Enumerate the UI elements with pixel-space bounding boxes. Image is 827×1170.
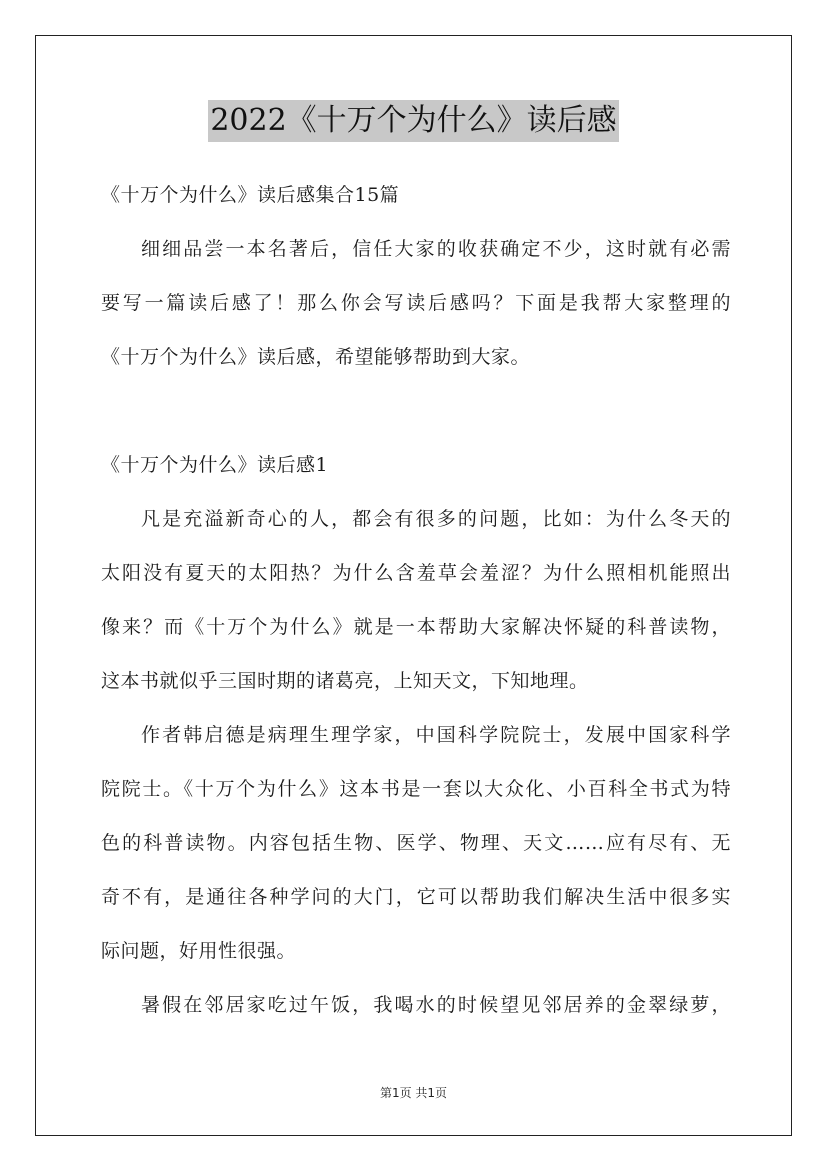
document-title-text: 2022《十万个为什么》读后感 <box>208 100 618 142</box>
document-subtitle: 《十万个为什么》读后感集合15篇 <box>101 184 400 206</box>
para1-line-4: 这本书就似乎三国时期的诸葛亮，上知天文，下知地理。 <box>101 670 589 692</box>
para2-line-2: 院院士。《十万个为什么》这本书是一套以大众化、小百科全书式为特 <box>101 778 731 800</box>
para1-line-1: 凡是充溢新奇心的人，都会有很多的问题，比如：为什么冬天的 <box>141 508 731 530</box>
section-heading-1: 《十万个为什么》读后感1 <box>101 454 329 476</box>
para2-line-1: 作者韩启德是病理生理学家，中国科学院院士，发展中国家科学 <box>141 724 731 746</box>
para1-line-3: 像来？而《十万个为什么》就是一本帮助大家解决怀疑的科普读物， <box>101 616 731 638</box>
intro-line-1: 细细品尝一本名著后，信任大家的收获确定不少，这时就有必需 <box>141 238 731 260</box>
page-number-label: 第1页 共1页 <box>379 1086 448 1100</box>
intro-line-2: 要写一篇读后感了！那么你会写读后感吗？下面是我帮大家整理的 <box>101 292 731 314</box>
document-title <box>0 100 827 142</box>
para2-line-5: 际问题，好用性很强。 <box>101 940 297 962</box>
para1-line-2: 太阳没有夏天的太阳热？为什么含羞草会羞涩？为什么照相机能照出 <box>101 562 731 584</box>
para2-line-4: 奇不有，是通往各种学问的大门，它可以帮助我们解决生活中很多实 <box>101 886 731 908</box>
page-footer <box>0 1084 827 1101</box>
para3-line-1: 暑假在邻居家吃过午饭，我喝水的时候望见邻居养的金翠绿萝， <box>141 994 731 1016</box>
intro-line-3: 《十万个为什么》读后感，希望能够帮助到大家。 <box>101 346 531 368</box>
para2-line-3: 色的科普读物。内容包括生物、医学、物理、天文……应有尽有、无 <box>101 832 731 854</box>
